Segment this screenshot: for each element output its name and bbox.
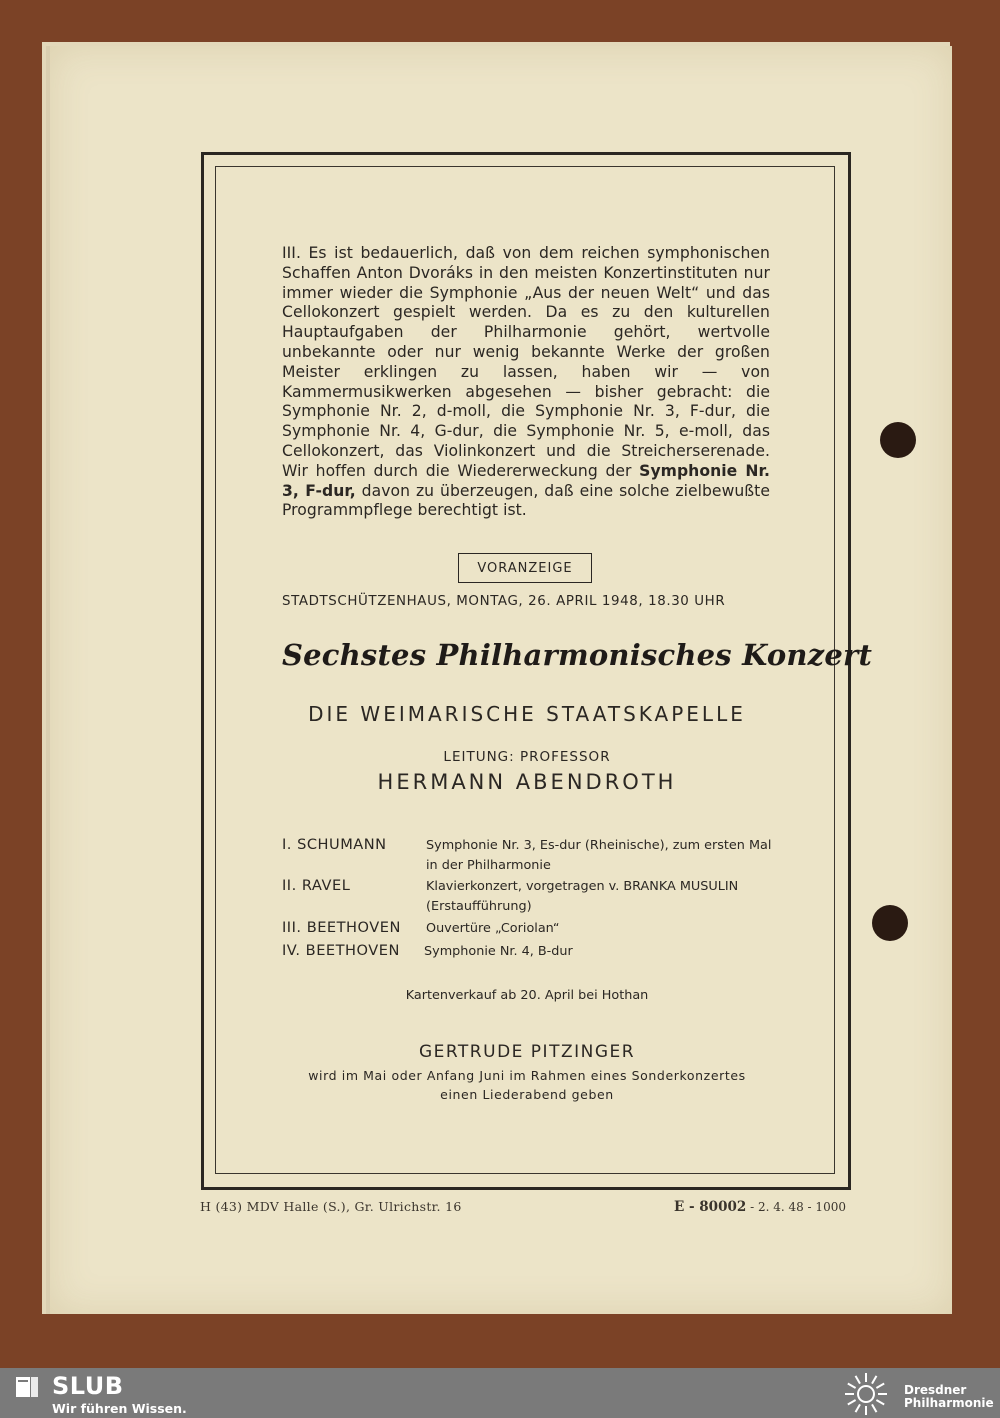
concert-title: Sechstes Philharmonisches Konzert <box>282 638 873 672</box>
paragraph-intro: III. Es ist bedauerlich, daß von dem reichen symphonischen Schaffen Anton Dvoráks in den meisten Konzertinstituten nur immer wieder die Symphonie „Aus der neuen Welt“ und das Cellokonzert gespielt werden. Da es zu den kulturellen Hauptaufgaben der Philharmonie gehört, wertvolle unbekannte oder nur wenig bekannte Werke der großen Meister erklingen zu lassen, haben wir — von Kammermusikwerken abgesehen — bisher gebracht: die Symphonie Nr. 2, d-moll, die Symphonie Nr. 3, F-dur, die Symphonie Nr. 4, G-dur, die Symphonie Nr. 5, e-moll, das Cellokonzert, das Violinkonzert und die Streicherserenade. Wir hoffen durch die Wiedererweckung der <box>282 244 770 480</box>
punch-hole-bottom <box>872 905 908 941</box>
program-composer: II. RAVEL <box>282 877 351 894</box>
dvorak-paragraph <box>282 244 770 521</box>
slub-logo-icon[interactable] <box>14 1374 40 1400</box>
leitung-label: LEITUNG: PROFESSOR <box>443 749 611 765</box>
program-work: Symphonie Nr. 4, B-dur <box>424 944 573 959</box>
singer-name: GERTRUDE PITZINGER <box>418 1042 636 1062</box>
slub-name[interactable]: SLUB <box>52 1372 124 1400</box>
orchestra-name: DIE WEIMARISCHE STAATSKAPELLE <box>308 702 746 726</box>
paragraph-outro: davon zu überzeugen, daß eine solche zielbewußte Programmpflege berechtigt ist. <box>282 481 770 520</box>
philharmonie-sun-logo-icon[interactable] <box>842 1372 890 1416</box>
print-code <box>674 1199 846 1215</box>
ticket-sale-note: Kartenverkauf ab 20. April bei Hothan <box>405 988 649 1003</box>
philharmonie-name[interactable] <box>904 1384 994 1410</box>
paragraph-emphasis: Symphonie Nr. 3, F-dur, <box>282 461 770 500</box>
voranzeige-label: VORANZEIGE <box>458 553 592 583</box>
singer-text-line2: einen Liederabend geben <box>440 1087 614 1102</box>
print-code-rest: - 2. 4. 48 - 1000 <box>746 1200 846 1214</box>
program-work: Ouvertüre „Coriolan“ <box>426 921 560 936</box>
program-composer: III. BEETHOVEN <box>282 919 401 936</box>
partner-line2: Philharmonie <box>904 1396 994 1410</box>
singer-text-line1: wird im Mai oder Anfang Juni im Rahmen eines Sonderkonzertes <box>308 1068 746 1083</box>
conductor-name: HERMANN ABENDROTH <box>377 770 677 794</box>
program-work: Klavierkonzert, vorgetragen v. BRANKA MUSULIN (Erstaufführung) <box>426 879 739 914</box>
venue-date-line: STADTSCHÜTZENHAUS, MONTAG, 26. APRIL 1948, 18.30 UHR <box>282 594 726 609</box>
singer-announcement <box>282 1066 772 1104</box>
partner-line1: Dresdner <box>904 1383 967 1397</box>
printer-imprint: H (43) MDV Halle (S.), Gr. Ulrichstr. 16 <box>200 1199 462 1214</box>
program-composer: I. SCHUMANN <box>282 836 387 853</box>
print-code-bold: E - 80002 <box>674 1199 747 1215</box>
program-composer: IV. BEETHOVEN <box>282 942 400 959</box>
punch-hole-top <box>880 422 916 458</box>
program-work: Symphonie Nr. 3, Es-dur (Rheinische), zum ersten Mal in der Philharmonie <box>426 838 772 873</box>
slub-tagline: Wir führen Wissen. <box>52 1401 187 1416</box>
